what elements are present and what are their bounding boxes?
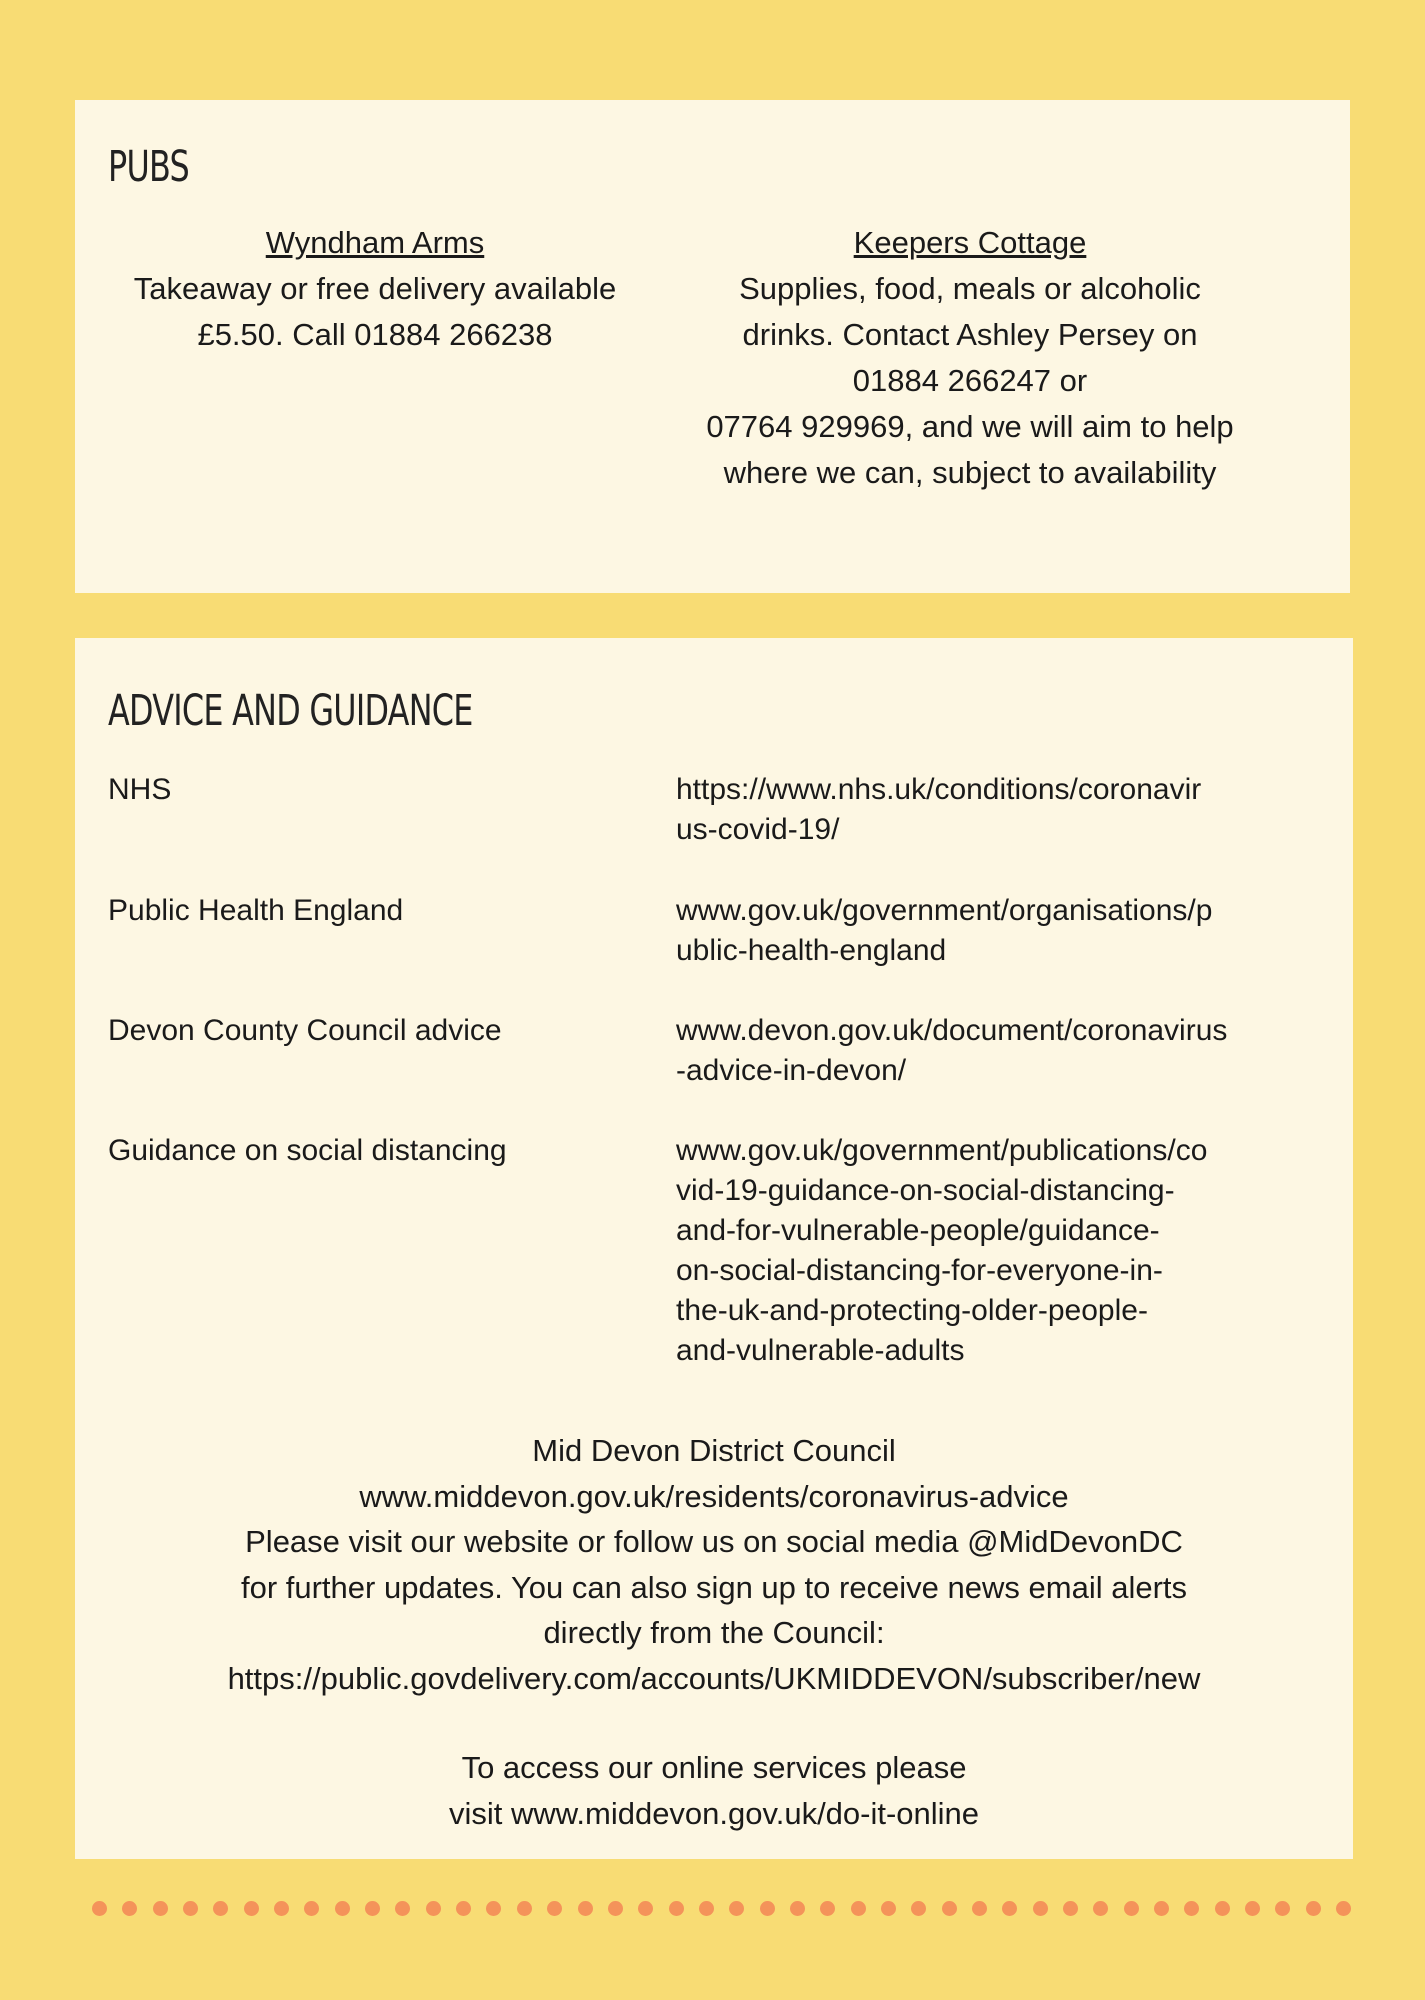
pub-description-line: Takeaway or free delivery available <box>133 271 617 306</box>
divider-dot <box>547 1901 562 1916</box>
pub-description-line: £5.50. Call 01884 266238 <box>197 317 553 352</box>
divider-dot <box>486 1901 501 1916</box>
divider-dot <box>1184 1901 1199 1916</box>
divider-dot <box>213 1901 228 1916</box>
divider-dot <box>183 1901 198 1916</box>
advice-heading: ADVICE AND GUIDANCE <box>108 686 473 736</box>
divider-dot <box>335 1901 350 1916</box>
divider-dot <box>1275 1901 1290 1916</box>
divider-dot <box>578 1901 593 1916</box>
divider-dot <box>1154 1901 1169 1916</box>
council-name: Mid Devon District Council <box>532 1433 896 1468</box>
divider-dot <box>911 1901 926 1916</box>
divider-dot <box>881 1901 896 1916</box>
council-info-line: directly from the Council: <box>543 1615 885 1650</box>
subscribe-link[interactable]: https://public.govdelivery.com/accounts/UKMIDDEVON/subscriber/new <box>227 1660 1201 1696</box>
pubs-card <box>75 100 1350 593</box>
divider-dot <box>1002 1901 1017 1916</box>
advice-label: Devon County Council advice <box>108 1014 502 1047</box>
advice-card <box>75 638 1353 1859</box>
pub-wyndham-arms <box>95 220 655 358</box>
divider-dot <box>669 1901 684 1916</box>
divider-dot <box>851 1901 866 1916</box>
divider-dot <box>122 1901 137 1916</box>
advice-url[interactable]: www.gov.uk/government/publications/co vid-19-guidance-on-social-distancing- and-for-vulnerable-people/guidance- on-social-distancing-for-everyone-in- the-uk-and-protecting-older-people- and-vulnerable-adults <box>676 1134 1208 1367</box>
divider-dot <box>92 1901 107 1916</box>
divider-dot <box>1336 1901 1351 1916</box>
divider-dot <box>395 1901 410 1916</box>
divider-dot <box>1215 1901 1230 1916</box>
advice-label: Public Health England <box>108 894 404 927</box>
online-services-line: To access our online services please <box>461 1750 967 1785</box>
divider-dot <box>760 1901 775 1916</box>
divider-dot <box>820 1901 835 1916</box>
divider-dot <box>729 1901 744 1916</box>
pub-description-line: Supplies, food, meals or alcoholic <box>739 271 1201 306</box>
pub-name[interactable]: Keepers Cottage <box>853 225 1087 260</box>
online-services-info <box>75 1745 1353 1836</box>
divider-dot <box>790 1901 805 1916</box>
divider-dot <box>638 1901 653 1916</box>
divider-dot <box>244 1901 259 1916</box>
divider-dot <box>1306 1901 1321 1916</box>
advice-url[interactable]: https://www.nhs.uk/conditions/coronavir us-covid-19/ <box>676 773 1202 846</box>
divider-dot <box>699 1901 714 1916</box>
divider-dot <box>456 1901 471 1916</box>
pub-keepers-cottage <box>670 220 1270 496</box>
divider-dot <box>1124 1901 1139 1916</box>
divider-dot <box>1063 1901 1078 1916</box>
divider-dot <box>153 1901 168 1916</box>
dotted-divider <box>92 1901 1351 1916</box>
divider-dot <box>426 1901 441 1916</box>
council-website-link[interactable]: www.middevon.gov.uk/residents/coronavirus-advice <box>359 1478 1069 1514</box>
pub-description-line: where we can, subject to availability <box>723 455 1217 490</box>
advice-label: Guidance on social distancing <box>108 1134 507 1167</box>
council-info-line: Please visit our website or follow us on social media @MidDevonDC <box>245 1524 1183 1559</box>
advice-url[interactable]: www.gov.uk/government/organisations/p ublic-health-england <box>676 894 1213 967</box>
divider-dot <box>365 1901 380 1916</box>
pub-name[interactable]: Wyndham Arms <box>265 225 485 260</box>
pub-description-line: 01884 266247 or <box>852 363 1088 398</box>
advice-label: NHS <box>108 773 172 806</box>
advice-url[interactable]: www.devon.gov.uk/document/coronavirus -advice-in-devon/ <box>676 1014 1228 1087</box>
divider-dot <box>517 1901 532 1916</box>
divider-dot <box>1245 1901 1260 1916</box>
divider-dot <box>608 1901 623 1916</box>
divider-dot <box>1093 1901 1108 1916</box>
divider-dot <box>1033 1901 1048 1916</box>
pubs-heading: PUBS <box>108 142 189 192</box>
divider-dot <box>274 1901 289 1916</box>
divider-dot <box>942 1901 957 1916</box>
divider-dot <box>304 1901 319 1916</box>
divider-dot <box>972 1901 987 1916</box>
pub-description-line: 07764 929969, and we will aim to help <box>706 409 1234 444</box>
online-services-link[interactable]: visit www.middevon.gov.uk/do-it-online <box>448 1795 980 1831</box>
council-info-line: for further updates. You can also sign up to receive news email alerts <box>240 1569 1188 1605</box>
council-info <box>75 1428 1353 1701</box>
pub-description-line: drinks. Contact Ashley Persey on <box>742 317 1198 352</box>
